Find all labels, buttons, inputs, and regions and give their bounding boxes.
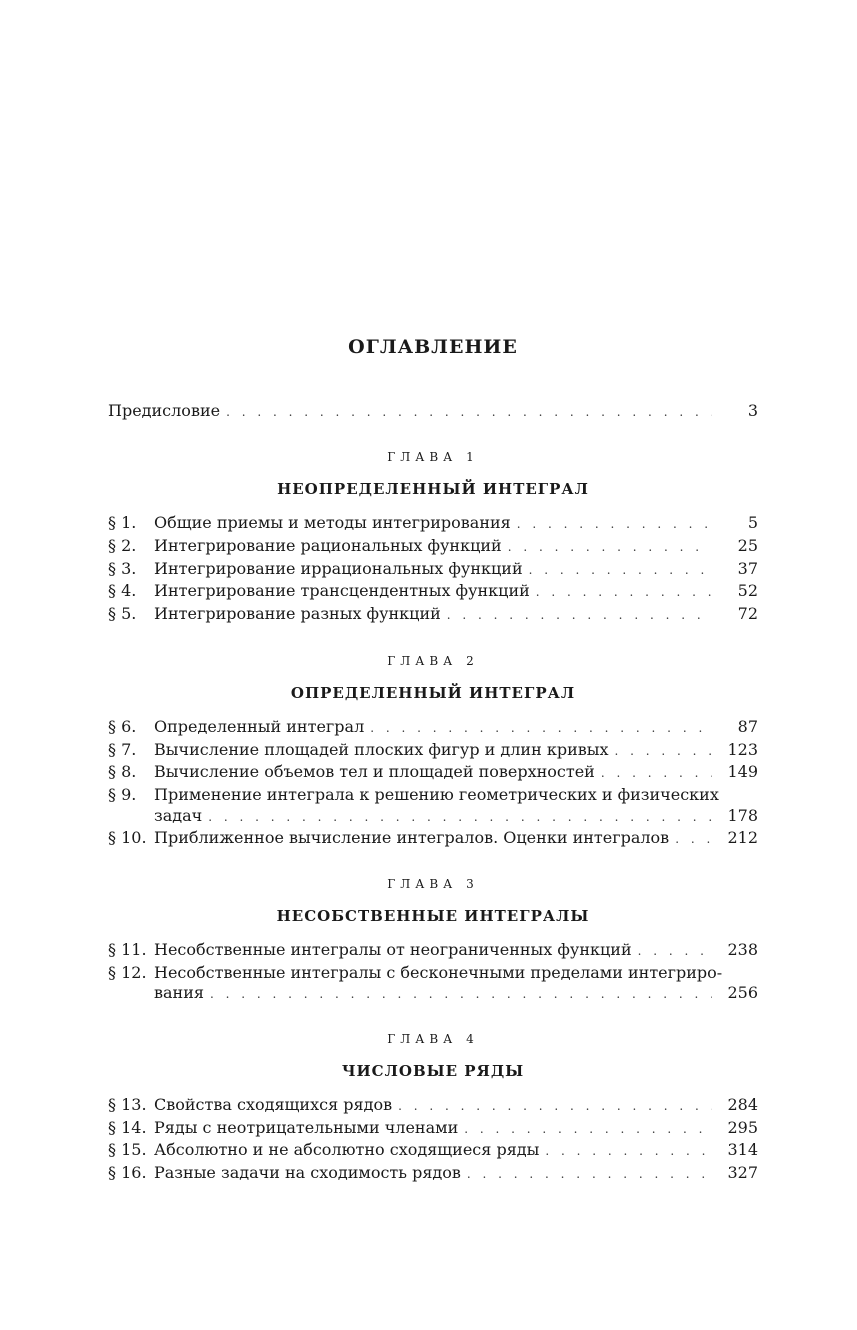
section-number: § 7. [108,740,137,759]
toc-entry[interactable] [108,603,758,625]
toc-entry[interactable] [108,939,758,961]
entry-title: Предисловие [108,401,221,420]
chapter-title: ЧИСЛОВЫЕ РЯДЫ [341,1062,525,1080]
entry-title: Несобственные интегралы с бесконечными пределами интегриро- [154,963,723,982]
entry-title: Свойства сходящихся рядов [154,1095,393,1114]
entry-page: 256 [727,983,758,1002]
entry-title: Ряды с неотрицательными членами [154,1118,459,1137]
leader-dots [210,983,712,1005]
entry-title: Вычисление объемов тел и площадей поверхностей [154,762,595,781]
entry-title: Интегрирование рациональных функций [154,536,502,555]
section-number: § 12. [108,963,147,982]
toc-entry[interactable] [108,580,758,602]
entry-page: 72 [737,604,758,623]
section-number: § 8. [108,762,137,781]
leader-dots [536,581,712,603]
section-number: § 9. [108,785,137,804]
entry-page: 149 [727,762,758,781]
section-number: § 16. [108,1163,147,1182]
section-number: § 3. [108,559,137,578]
section-number: § 2. [108,536,137,555]
toc-entry[interactable] [108,512,758,534]
leader-dots [601,762,712,784]
leader-dots [208,806,712,828]
entry-page: 37 [737,559,758,578]
entry-title: Интегрирование разных функций [154,604,441,623]
entry-page: 327 [727,1163,758,1182]
entry-title: Абсолютно и не абсолютно сходящиеся ряды [154,1140,540,1159]
entry-page: 3 [747,401,758,420]
leader-dots [370,717,712,739]
leader-dots [226,401,712,423]
leader-dots [447,604,712,626]
leader-dots [467,1163,712,1185]
entry-page: 5 [747,513,758,532]
section-number: § 4. [108,581,137,600]
chapter-label: ГЛАВА 2 [387,654,479,668]
section-number: § 10. [108,828,147,847]
entry-page: 178 [727,806,758,825]
leader-dots [398,1095,712,1117]
toc-entry[interactable] [108,761,758,783]
chapter-label: ГЛАВА 3 [387,877,479,891]
toc-entry[interactable] [108,739,758,761]
leader-dots [517,513,712,535]
entry-page: 87 [737,717,758,736]
section-number: § 11. [108,940,147,959]
entry-title: Вычисление площадей плоских фигур и длин кривых [154,740,609,759]
toc-entry[interactable] [108,535,758,557]
section-number: § 15. [108,1140,147,1159]
entry-title: Интегрирование трансцендентных функций [154,581,530,600]
toc-entry-preface[interactable] [108,400,758,422]
entry-title: Определенный интеграл [154,717,365,736]
leader-dots [675,828,712,850]
leader-dots [638,940,712,962]
entry-title: Приближенное вычисление интегралов. Оценки интегралов [154,828,670,847]
toc-entry[interactable] [108,827,758,849]
entry-page: 238 [727,940,758,959]
toc-entry[interactable] [108,558,758,580]
leader-dots [508,536,712,558]
chapter-label: ГЛАВА 1 [387,450,479,464]
toc-entry[interactable] [108,1139,758,1161]
chapter-title: НЕСОБСТВЕННЫЕ ИНТЕГРАЛЫ [276,907,590,925]
toc-entry[interactable] [108,1162,758,1184]
toc-entry-line2[interactable] [108,982,758,1004]
chapter-title: НЕОПРЕДЕЛЕННЫЙ ИНТЕГРАЛ [277,480,589,498]
toc-entry[interactable] [108,1094,758,1116]
entry-title: Несобственные интегралы от неограниченных функций [154,940,632,959]
section-number: § 14. [108,1118,147,1137]
chapter-label: ГЛАВА 4 [387,1032,479,1046]
section-number: § 1. [108,513,137,532]
entry-title: Применение интеграла к решению геометрических и физических [154,785,719,804]
leader-dots [545,1140,712,1162]
entry-page: 123 [727,740,758,759]
leader-dots [464,1118,712,1140]
entry-page: 25 [737,536,758,555]
toc-entry[interactable] [108,1117,758,1139]
entry-title-continued: вания [154,983,204,1002]
entry-page: 212 [727,828,758,847]
section-number: § 13. [108,1095,147,1114]
toc-entry-line1[interactable] [108,962,758,984]
entry-page: 284 [727,1095,758,1114]
toc-entry[interactable] [108,716,758,738]
entry-title: Разные задачи на сходимость рядов [154,1163,461,1182]
chapter-title: ОПРЕДЕЛЕННЫЙ ИНТЕГРАЛ [290,684,576,702]
leader-dots [615,740,712,762]
section-number: § 5. [108,604,137,623]
entry-title-continued: задач [154,806,203,825]
entry-page: 314 [727,1140,758,1159]
entry-title: Общие приемы и методы интегрирования [154,513,511,532]
section-number: § 6. [108,717,137,736]
entry-page: 52 [737,581,758,600]
toc-entry-line2[interactable] [108,805,758,827]
toc-entry-line1[interactable] [108,784,758,806]
leader-dots [529,559,712,581]
page-title: ОГЛАВЛЕНИЕ [348,336,518,358]
entry-title: Интегрирование иррациональных функций [154,559,523,578]
entry-page: 295 [727,1118,758,1137]
